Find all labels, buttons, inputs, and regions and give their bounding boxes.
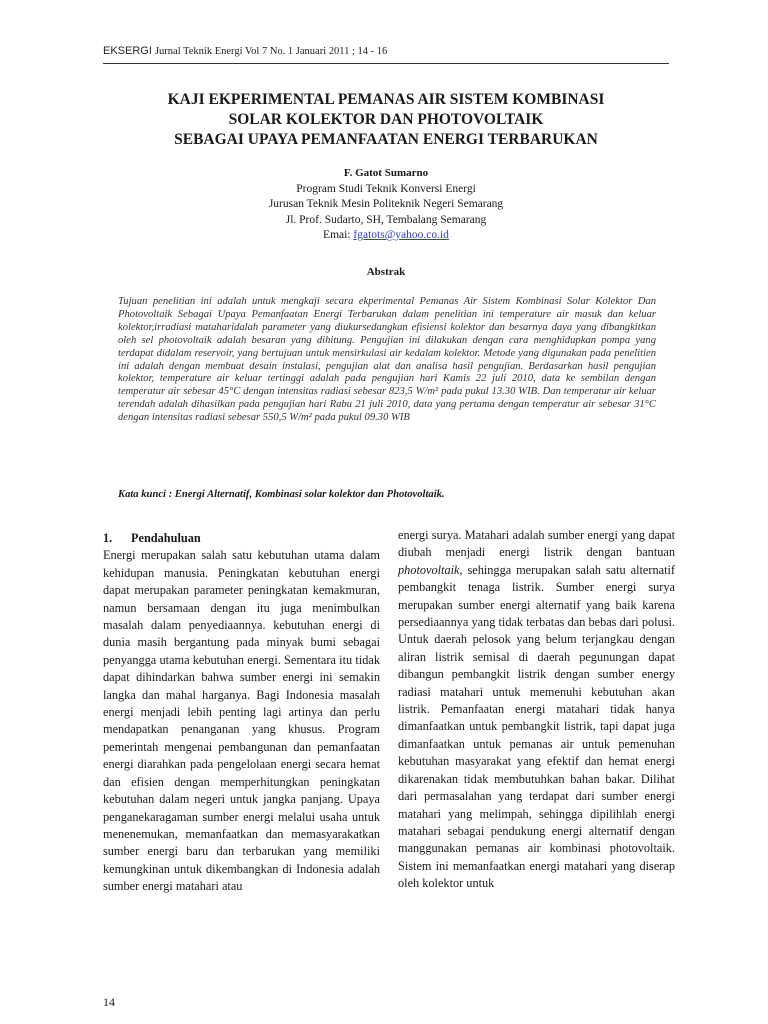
paper-title bbox=[103, 90, 669, 150]
section-title: Pendahuluan bbox=[131, 531, 201, 545]
journal-info: Jurnal Teknik Energi Vol 7 No. 1 Januari 2011 ; 14 - 16 bbox=[154, 46, 388, 57]
email-link[interactable]: fgatots@yahoo.co.id bbox=[353, 229, 449, 241]
intro-right-part-b: sehingga merupakan salah satu alternatif pembangkit tenaga listrik. Sumber energi surya merupakan sumber energi alternatif yang baik karena persediaannya yang tidak terbatas dan bebas dari polusi. Untuk daerah pelosok yang belum terjangkau dengan aliran listrik semisal di daerah pegunungan dapat dibangun pembangkit listrik dengan sumber energy radiasi matahari untuk memenuhi kebutuhan akan listrik. Pemanfaatan energi matahari tidak hanya dimanfaatkan untuk pembangkit listrik, tapi dapat juga dimanfaatkan untuk pemanas air untuk pemenuhan kebutuhan masyarakat yang efektif dan hemat energi dikarenakan tidak membutuhkan bahan bakar. Dilihat dari permasalahan yang terdapat dari sumber energi matahari yang melimpah, sehingga dipilihlah energi matahari sebagai pendukung energi alternatif dengan manggunakan pemanas air kombinasi photovoltaik. Sistem ini memanfaatkan energi matahari yang diserap oleh kolektor untuk bbox=[398, 562, 675, 891]
abstract-text: Tujuan penelitian ini adalah untuk mengkaji secara ekperimental Pemanas Air Sistem Kombinasi Solar Kolektor Dan Photovoltaik Sebagai Upaya Pemanfaatan Energi Terbarukan dalam penelitian ini temperature air masuk dan keluar kolektor,irradiasi mataharidalah parameter yang diukursedangkan efisiensi kolektor dan besarnya daya yang dibangkitkan oleh sel photovoltaik adalah besaran yang dihitung. Pengujian ini dilakukan dengan cara menghidupkan pompa yang terdapat didalam reservoir, yang bertujuan untuk mensirkulasi air kedalam kolektor. Metode yang digunakan pada penelitien ini adalah dengan membuat desain instalasi, pengujian alat dan analisa hasil pengujian. Berdasarkan hasil pengujian kolektor, temperature air keluar tertinggi adalah pada pengujian hari Kamis 22 juli 2010, data ke sembilan dengan temperatur air sebesar 45°C dengan intensitas radiasi sebesar 823,5 W/m² pada pukul 13.30 WIB. Dan temperatur air keluar terendah adalah dihasilkan pada pengujian hari Rabu 21 juli 2010, data yang pertama dengan temperatur air sebesar 31°C dengan intensitas radiasi sebesar 550,5 W/m² pada pukul 09.30 WIB bbox=[118, 296, 656, 424]
abstract-heading: Abstrak bbox=[366, 266, 406, 278]
page-number: 14 bbox=[103, 995, 115, 1009]
author-block bbox=[103, 166, 669, 244]
affiliation-program: Program Studi Teknik Konversi Energi bbox=[296, 182, 476, 195]
author-email-line bbox=[103, 228, 669, 244]
column-left bbox=[103, 530, 380, 896]
journal-prefix: EKSERGI bbox=[103, 45, 152, 57]
intro-paragraph-right bbox=[398, 527, 675, 893]
author-name: F. Gatot Sumarno bbox=[343, 167, 429, 179]
author-address: Jl. Prof. Sudarto, SH, Tembalang Semarang bbox=[285, 213, 487, 226]
intro-paragraph-left: Energi merupakan salah satu kebutuhan utama dalam kehidupan manusia. Peningkatan kebutuhan energi dapat merupakan parameter peningkatan kemakmuran, namun bersamaan dengan itu juga menimbulkan masalah dalam penyediaannya. kebutuhan energi di dunia masih bergantung pada minyak bumi sebagai penyangga utama kebutuhan energi. Sementara itu tidak dapat dihindarkan bahwa sumber energi ini semakin langka dan mahal harganya. Bagi Indonesia masalah energi menjadi lebih penting lagi artinya dan perlu mendapatkan penanganan yang khusus. Program pemerintah mengenai pembangunan dan pemanfaatan energi diarahkan pada pengelolaan energi secara hemat dan efisien dengan memperhitungkan peningkatan kebutuhan dalam negeri untuk jangka panjang. Upaya penganekaragaman sumber energi melalui usaha untuk menenemukan, memanfaatkan dan memasyarakatkan sumber energi baru dan terbarukan yang memiliki kemungkinan untuk dikembangkan di Indonesia adalah sumber energi matahari atau bbox=[103, 548, 380, 894]
title-line-1: KAJI EKPERIMENTAL PEMANAS AIR SISTEM KOMBINASI bbox=[167, 91, 605, 108]
section-number: 1. bbox=[103, 531, 113, 545]
section-heading bbox=[103, 530, 380, 547]
intro-right-part-a: energi surya. Matahari adalah sumber energi yang dapat diubah menjadi energi listrik dengan bantuan bbox=[398, 528, 675, 560]
title-line-2: SOLAR KOLEKTOR DAN PHOTOVOLTAIK bbox=[228, 111, 544, 128]
keywords: Kata kunci : Energi Alternatif, Kombinasi solar kolektor dan Photovoltaik. bbox=[118, 489, 445, 500]
column-right bbox=[398, 527, 675, 893]
email-label: Emai: bbox=[323, 229, 351, 241]
running-header bbox=[103, 45, 387, 57]
title-line-3: SEBAGAI UPAYA PEMANFAATAN ENERGI TERBARUKAN bbox=[174, 131, 598, 148]
affiliation-department: Jurusan Teknik Mesin Politeknik Negeri Semarang bbox=[268, 198, 504, 210]
header-rule bbox=[103, 63, 669, 64]
intro-right-italic: photovoltaik, bbox=[398, 562, 463, 577]
